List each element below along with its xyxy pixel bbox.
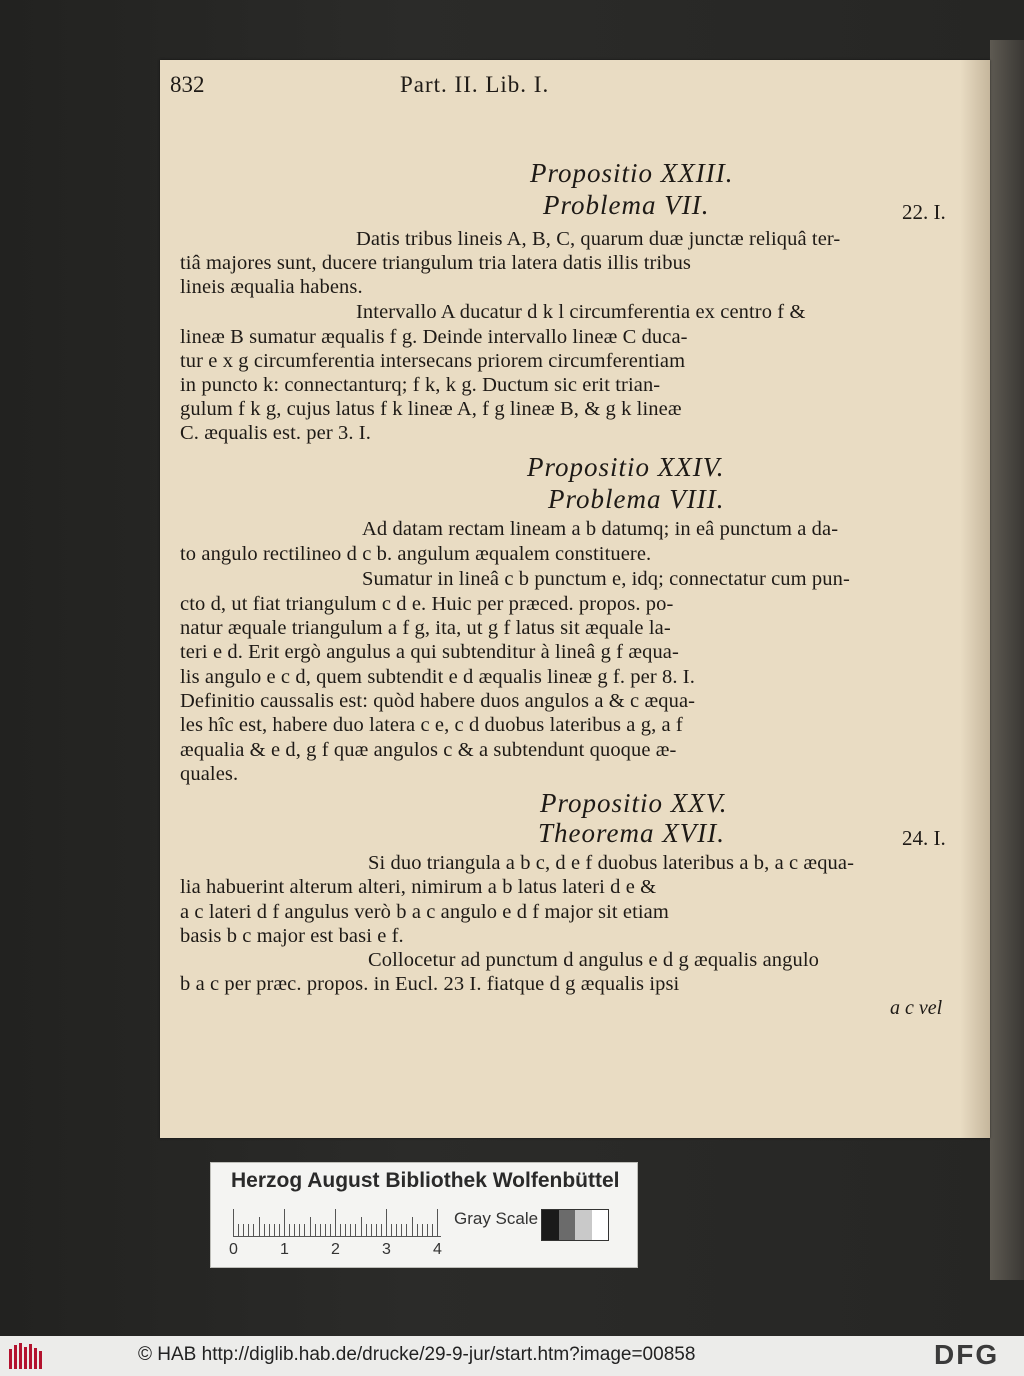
- ruler-tick: [304, 1224, 305, 1237]
- gray-patch: [575, 1210, 592, 1240]
- page-number: 832: [170, 72, 205, 97]
- text-line: Sumatur in lineâ c b punctum e, idq; connectatur cum pun-: [362, 568, 850, 590]
- text-line: in puncto k: connectanturq; f k, k g. Ductum sic erit trian-: [180, 374, 661, 396]
- text-line: basis b c major est basi e f.: [180, 925, 404, 947]
- ruler-tick: [391, 1224, 392, 1237]
- ruler-tick: [361, 1217, 362, 1237]
- euclid-reference: 24. I.: [902, 826, 946, 850]
- ruler-tick: [417, 1224, 418, 1237]
- ruler-tick: [279, 1224, 280, 1237]
- text-line: Datis tribus lineis A, B, C, quarum duæ junctæ reliquâ ter-: [356, 228, 841, 250]
- text-line: Ad datam rectam lineam a b datumq; in eâ punctum a da-: [362, 518, 839, 540]
- ruler-tick: [406, 1224, 407, 1237]
- ruler-tick: [350, 1224, 351, 1237]
- gray-scale-label: Gray Scale: [454, 1209, 539, 1228]
- ruler-tick: [315, 1224, 316, 1237]
- ruler-number: 3: [382, 1241, 391, 1258]
- text-line: lis angulo e c d, quem subtendit e d æqualis lineæ g f. per 8. I.: [180, 666, 695, 688]
- color-reference-card: [210, 1162, 638, 1268]
- ruler-tick: [432, 1224, 433, 1237]
- proposition-heading: Propositio XXV.: [540, 788, 728, 818]
- ruler-tick: [284, 1209, 285, 1237]
- ruler-tick: [248, 1224, 249, 1237]
- gray-patch: [542, 1210, 559, 1240]
- text-line: lineæ B sumatur æqualis f g. Deinde intervallo lineæ C duca-: [180, 326, 688, 348]
- text-line: teri e d. Erit ergò angulus a qui subtenditur à lineâ g f æqua-: [180, 641, 679, 663]
- ruler-tick: [294, 1224, 295, 1237]
- card-title: Herzog August Bibliothek Wolfenbüttel: [231, 1169, 620, 1192]
- ruler-tick: [376, 1224, 377, 1237]
- page-header: [170, 72, 790, 102]
- proposition-heading: Propositio XXIII.: [530, 158, 734, 188]
- text-line: tiâ majores sunt, ducere triangulum tria latera datis illis tribus: [180, 252, 691, 274]
- ruler-tick: [325, 1224, 326, 1237]
- ruler-tick: [243, 1224, 244, 1237]
- footer-bar: [0, 1336, 1024, 1376]
- ruler-tick: [274, 1224, 275, 1237]
- ruler-tick: [366, 1224, 367, 1237]
- ruler-tick: [355, 1224, 356, 1237]
- ruler-tick: [381, 1224, 382, 1237]
- ruler-tick: [310, 1217, 311, 1237]
- ruler-number: 0: [229, 1241, 238, 1258]
- ruler-number: 4: [433, 1241, 442, 1258]
- ruler-number: 2: [331, 1241, 340, 1258]
- text-line: lia habuerint alterum alteri, nimirum a b latus lateri d e &: [180, 876, 657, 898]
- text-line: æqualia & e d, g f quæ angulos c & a subtendunt quoque æ-: [180, 739, 677, 761]
- text-line: b a c per præc. propos. in Eucl. 23 I. fiatque d g æqualis ipsi: [180, 973, 680, 995]
- text-line: les hîc est, habere duo latera c e, c d duobus lateribus a g, a f: [180, 714, 683, 736]
- text-line: Intervallo A ducatur d k l circumferentia ex centro f &: [356, 301, 806, 323]
- ruler-tick: [299, 1224, 300, 1237]
- text-line: gulum f k g, cujus latus f k lineæ A, f g lineæ B, & g k lineæ: [180, 398, 682, 420]
- theorem-heading: Theorema XVII.: [538, 818, 725, 848]
- ruler-tick: [233, 1209, 234, 1237]
- copyright-url-text[interactable]: © HAB http://diglib.hab.de/drucke/29-9-jur/start.htm?image=00858: [138, 1344, 696, 1365]
- ruler-tick: [371, 1224, 372, 1237]
- problem-heading: Problema VII.: [543, 190, 710, 220]
- ruler-tick: [264, 1224, 265, 1237]
- text-line: C. æqualis est. per 3. I.: [180, 422, 371, 444]
- next-page-edge: [990, 40, 1024, 1280]
- ruler-tick: [386, 1209, 387, 1237]
- text-line: tur e x g circumferentia intersecans priorem circumferentiam: [180, 350, 686, 372]
- ruler-tick: [412, 1217, 413, 1237]
- ruler-tick: [253, 1224, 254, 1237]
- ruler-tick: [396, 1224, 397, 1237]
- ruler-tick: [335, 1209, 336, 1237]
- gray-patch: [559, 1210, 576, 1240]
- text-line: to angulo rectilineo d c b. angulum æqualem constituere.: [180, 543, 652, 565]
- ruler-tick: [401, 1224, 402, 1237]
- text-line: quales.: [180, 763, 239, 785]
- text-line: lineis æqualia habens.: [180, 276, 363, 298]
- dfg-logo[interactable]: DFG: [934, 1339, 1000, 1370]
- gray-patch: [592, 1210, 609, 1240]
- euclid-reference: 22. I.: [902, 200, 946, 224]
- gray-scale-patches: [541, 1209, 609, 1241]
- ruler-tick: [320, 1224, 321, 1237]
- text-line: Definitio caussalis est: quòd habere duos angulos a & c æqua-: [180, 690, 696, 712]
- running-head: Part. II. Lib. I.: [400, 72, 550, 97]
- text-line: natur æquale triangulum a f g, ita, ut g f latus sit æquale la-: [180, 617, 671, 639]
- hab-logo-icon[interactable]: [8, 1341, 46, 1371]
- ruler-number: 1: [280, 1241, 289, 1258]
- ruler-tick: [427, 1224, 428, 1237]
- proposition-heading: Propositio XXIV.: [527, 452, 725, 482]
- text-line: Si duo triangula a b c, d e f duobus lateribus a b, a c æqua-: [368, 852, 855, 874]
- ruler-tick: [238, 1224, 239, 1237]
- ruler-tick: [269, 1224, 270, 1237]
- ruler-tick: [289, 1224, 290, 1237]
- text-line: Collocetur ad punctum d angulus e d g æqualis angulo: [368, 949, 820, 971]
- text-line: a c lateri d f angulus verò b a c angulo e d f major sit etiam: [180, 901, 669, 923]
- problem-heading: Problema VIII.: [548, 484, 725, 514]
- catchword: a c vel: [890, 997, 943, 1019]
- text-line: cto d, ut fiat triangulum c d e. Huic per præced. propos. po-: [180, 593, 674, 615]
- ruler-tick: [340, 1224, 341, 1237]
- ruler-tick: [330, 1224, 331, 1237]
- ruler-tick: [345, 1224, 346, 1237]
- measurement-ruler: [233, 1209, 441, 1237]
- ruler-tick: [259, 1217, 260, 1237]
- ruler-tick: [437, 1209, 438, 1237]
- ruler-tick: [422, 1224, 423, 1237]
